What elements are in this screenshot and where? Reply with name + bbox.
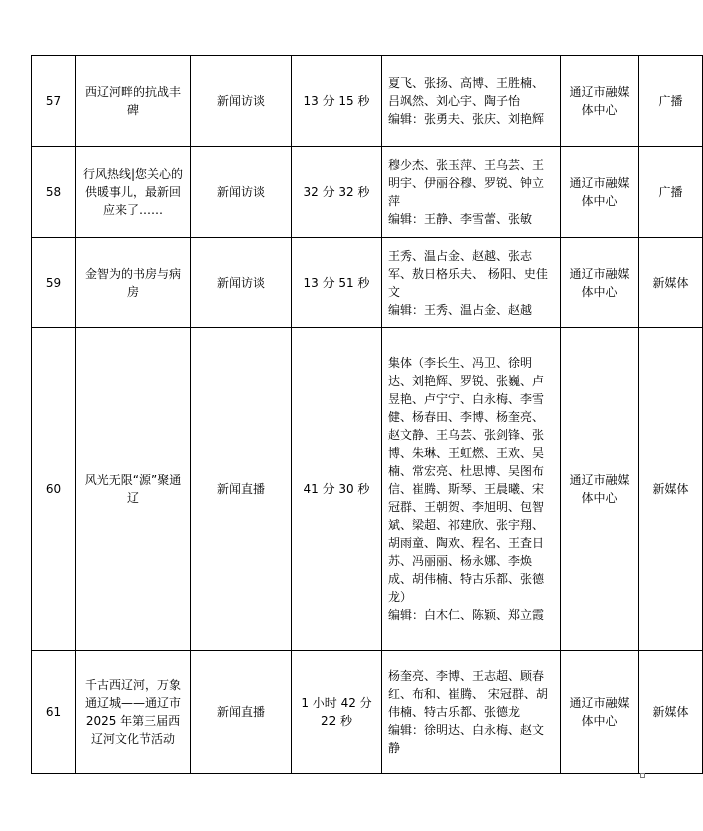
program-table	[31, 55, 703, 774]
cell-channel: 广播	[639, 147, 703, 238]
cell-type: 新闻访谈	[191, 56, 292, 147]
cell-title: 行风热线|您关心的供暖事儿，最新回应来了……	[76, 147, 191, 238]
table-row	[32, 651, 703, 774]
cell-duration: 1 小时 42 分 22 秒	[292, 651, 382, 774]
cell-unit: 通辽市融媒体中心	[561, 56, 639, 147]
cell-duration: 32 分 32 秒	[292, 147, 382, 238]
cell-type: 新闻访谈	[191, 238, 292, 328]
cell-number: 60	[32, 328, 76, 651]
cell-unit: 通辽市融媒体中心	[561, 328, 639, 651]
table-row	[32, 328, 703, 651]
cell-channel: 广播	[639, 56, 703, 147]
table-row	[32, 56, 703, 147]
cell-title: 西辽河畔的抗战丰碑	[76, 56, 191, 147]
cell-title: 风光无限“源”聚通辽	[76, 328, 191, 651]
cell-duration: 41 分 30 秒	[292, 328, 382, 651]
cell-number: 61	[32, 651, 76, 774]
cell-number: 58	[32, 147, 76, 238]
cell-channel: 新媒体	[639, 651, 703, 774]
cell-people: 穆少杰、张玉萍、王乌芸、王明宇、伊丽谷穆、罗锐、钟立萍 编辑：王静、李雪蕾、张敏	[382, 147, 561, 238]
cell-people: 夏飞、张扬、高博、王胜楠、吕飒然、刘心宇、陶子怡 编辑：张勇夫、张庆、刘艳辉	[382, 56, 561, 147]
cell-type: 新闻访谈	[191, 147, 292, 238]
cell-channel: 新媒体	[639, 328, 703, 651]
cell-unit: 通辽市融媒体中心	[561, 238, 639, 328]
cell-number: 59	[32, 238, 76, 328]
cell-number: 57	[32, 56, 76, 147]
table-end-marker	[640, 773, 645, 778]
cell-people: 杨奎亮、李博、王志超、顾春红、布和、崔腾、 宋冠群、胡伟楠、特古乐都、张德龙 编辑：徐明达、白永梅、赵文静	[382, 651, 561, 774]
cell-duration: 13 分 15 秒	[292, 56, 382, 147]
cell-unit: 通辽市融媒体中心	[561, 651, 639, 774]
cell-people: 集体（李长生、冯卫、徐明达、刘艳辉、罗锐、张巍、卢昱艳、卢宁宁、白永梅、李雪健、杨春田、李博、杨奎亮、赵文静、王乌芸、张剑锋、张博、朱琳、王虹燃、王欢、吴楠、常宏亮、杜思博、吴图布信、崔腾、斯琴、王晨曦、宋冠群、王朝贺、李旭明、包智斌、梁超、祁建欣、张宇翔、胡雨童、陶欢、程名、王査日苏、冯丽丽、杨永娜、李焕成、胡伟楠、特古乐都、张德龙） 编辑：白木仁、陈颖、郑立霞	[382, 328, 561, 651]
cell-duration: 13 分 51 秒	[292, 238, 382, 328]
cell-people: 王秀、温占金、赵越、张志军、敖日格乐夫、 杨阳、史佳文 编辑：王秀、温占金、赵越	[382, 238, 561, 328]
cell-type: 新闻直播	[191, 328, 292, 651]
cell-channel: 新媒体	[639, 238, 703, 328]
table-row	[32, 238, 703, 328]
cell-type: 新闻直播	[191, 651, 292, 774]
cell-title: 千古西辽河，万象通辽城——通辽市 2025 年第三届西辽河文化节活动	[76, 651, 191, 774]
table-row	[32, 147, 703, 238]
cell-unit: 通辽市融媒体中心	[561, 147, 639, 238]
cell-title: 金智为的书房与病房	[76, 238, 191, 328]
